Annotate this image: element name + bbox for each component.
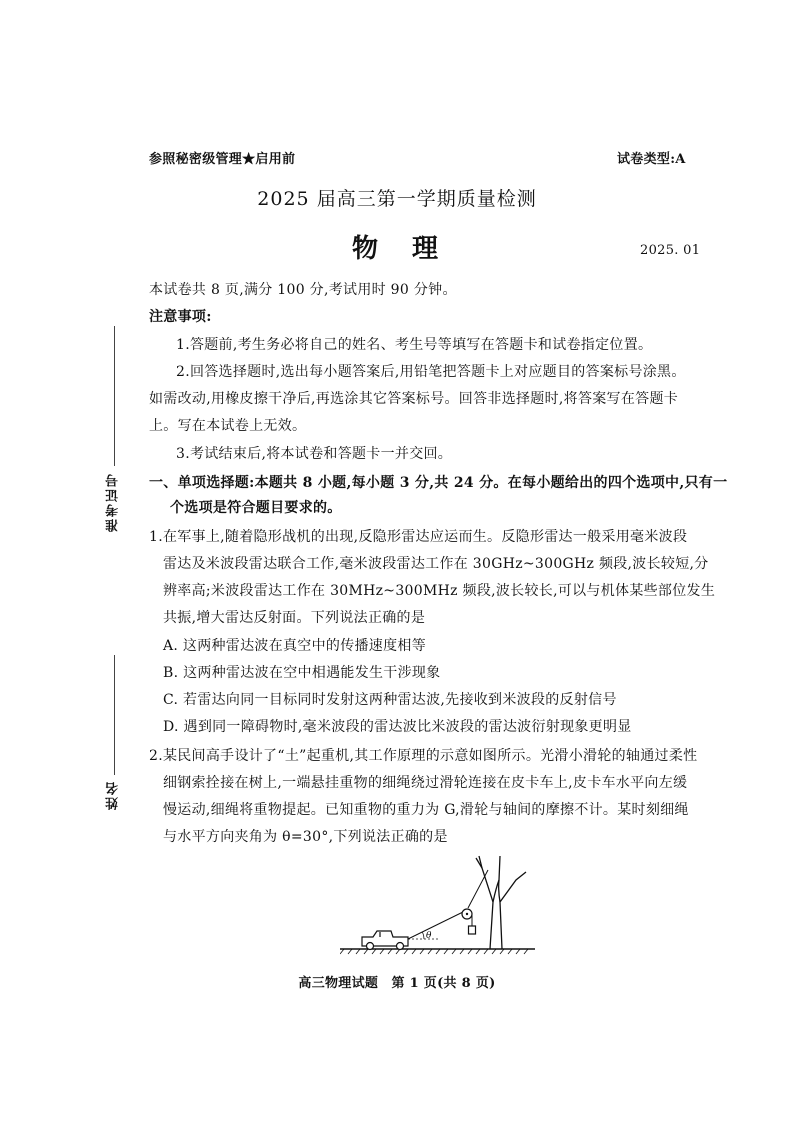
tree [476, 856, 526, 949]
q1-option-d: D. 遇到同一障碍物时,毫米波段的雷达波比米波段的雷达波衍射现象更明显 [163, 719, 632, 735]
exam-title: 2025 届高三第一学期质量检测 [257, 188, 537, 210]
exam-intro: 本试卷共 8 页,满分 100 分,考试用时 90 分钟。 [149, 282, 457, 298]
subject-title: 物 理 [351, 234, 442, 264]
notice-item-2-line-2: 如需改动,用橡皮擦干净后,再选涂其它答案标号。回答非选择题时,将答案写在答题卡 [149, 391, 679, 407]
q2-stem-line-2: 细钢索拴接在树上,一端悬挂重物的细绳绕过滑轮连接在皮卡车上,皮卡车水平向左缓 [163, 775, 688, 791]
section-1-heading-line-2: 个选项是符合题目要求的。 [170, 500, 342, 516]
pickup-truck [362, 931, 408, 950]
rope-to-truck [408, 911, 465, 939]
notice-item-2-line-1: 2.回答选择题时,选出每小题答案后,用铅笔把答题卡上对应题目的答案标号涂黑。 [176, 364, 686, 380]
notice-item-3: 3.考试结束后,将本试卷和答题卡一并交回。 [176, 446, 453, 462]
q1-stem-line-1: 1.在军事上,随着隐形战机的出现,反隐形雷达应运而生。反隐形雷达一般采用毫米波段 [149, 529, 688, 545]
paper-type: 试卷类型:A [617, 152, 686, 167]
notice-item-2-line-3: 上。写在本试卷上无效。 [149, 418, 307, 434]
notices-heading: 注意事项: [149, 309, 212, 325]
pulley-axle [466, 913, 468, 915]
q1-option-a: A. 这两种雷达波在真空中的传播速度相等 [163, 638, 427, 654]
section-1-heading-line-1: 一、单项选择题:本题共 8 小题,每小题 3 分,共 24 分。在每小题给出的四个选项中,只有一 [149, 475, 728, 491]
confidentiality-mark: 参照秘密级管理★启用前 [149, 152, 296, 167]
q2-stem-line-4: 与水平方向夹角为 θ=30°,下列说法正确的是 [163, 829, 448, 845]
crane-figure [340, 850, 540, 962]
page-footer: 高三物理试题 第 1 页(共 8 页) [298, 976, 496, 991]
hanging-weight [469, 926, 476, 934]
q1-option-b: B. 这两种雷达波在空中相遇能发生干涉现象 [163, 665, 441, 681]
binding-line-middle [114, 655, 115, 775]
q1-stem-line-2: 雷达及米波段雷达联合工作,毫米波段雷达工作在 30GHz~300GHz 频段,波长较短,分 [163, 556, 709, 572]
angle-label: θ [426, 931, 432, 941]
binding-line-top [114, 326, 115, 466]
exam-number-label: 准考证号 [106, 472, 121, 532]
angle-arc [422, 932, 424, 939]
exam-date: 2025. 01 [640, 243, 701, 258]
q2-stem-line-1: 2.某民间高手设计了“土”起重机,其工作原理的示意如图所示。光滑小滑轮的轴通过柔性 [149, 748, 698, 764]
q1-option-c: C. 若雷达向同一目标同时发射这两种雷达波,先接收到米波段的反射信号 [163, 692, 617, 708]
q2-stem-line-3: 慢运动,细绳将重物提起。已知重物的重力为 G,滑轮与轴间的摩擦不计。某时刻细绳 [163, 802, 689, 818]
q1-stem-line-4: 共振,增大雷达反射面。下列说法正确的是 [163, 610, 426, 626]
q1-stem-line-3: 辨率高;米波段雷达工作在 30MHz~300MHz 频段,波长较长,可以与机体某些部位发生 [163, 583, 716, 599]
name-label: 姓名 [106, 780, 121, 810]
notice-item-1: 1.答题前,考生务必将自己的姓名、考生号等填写在答题卡和试卷指定位置。 [176, 337, 653, 353]
